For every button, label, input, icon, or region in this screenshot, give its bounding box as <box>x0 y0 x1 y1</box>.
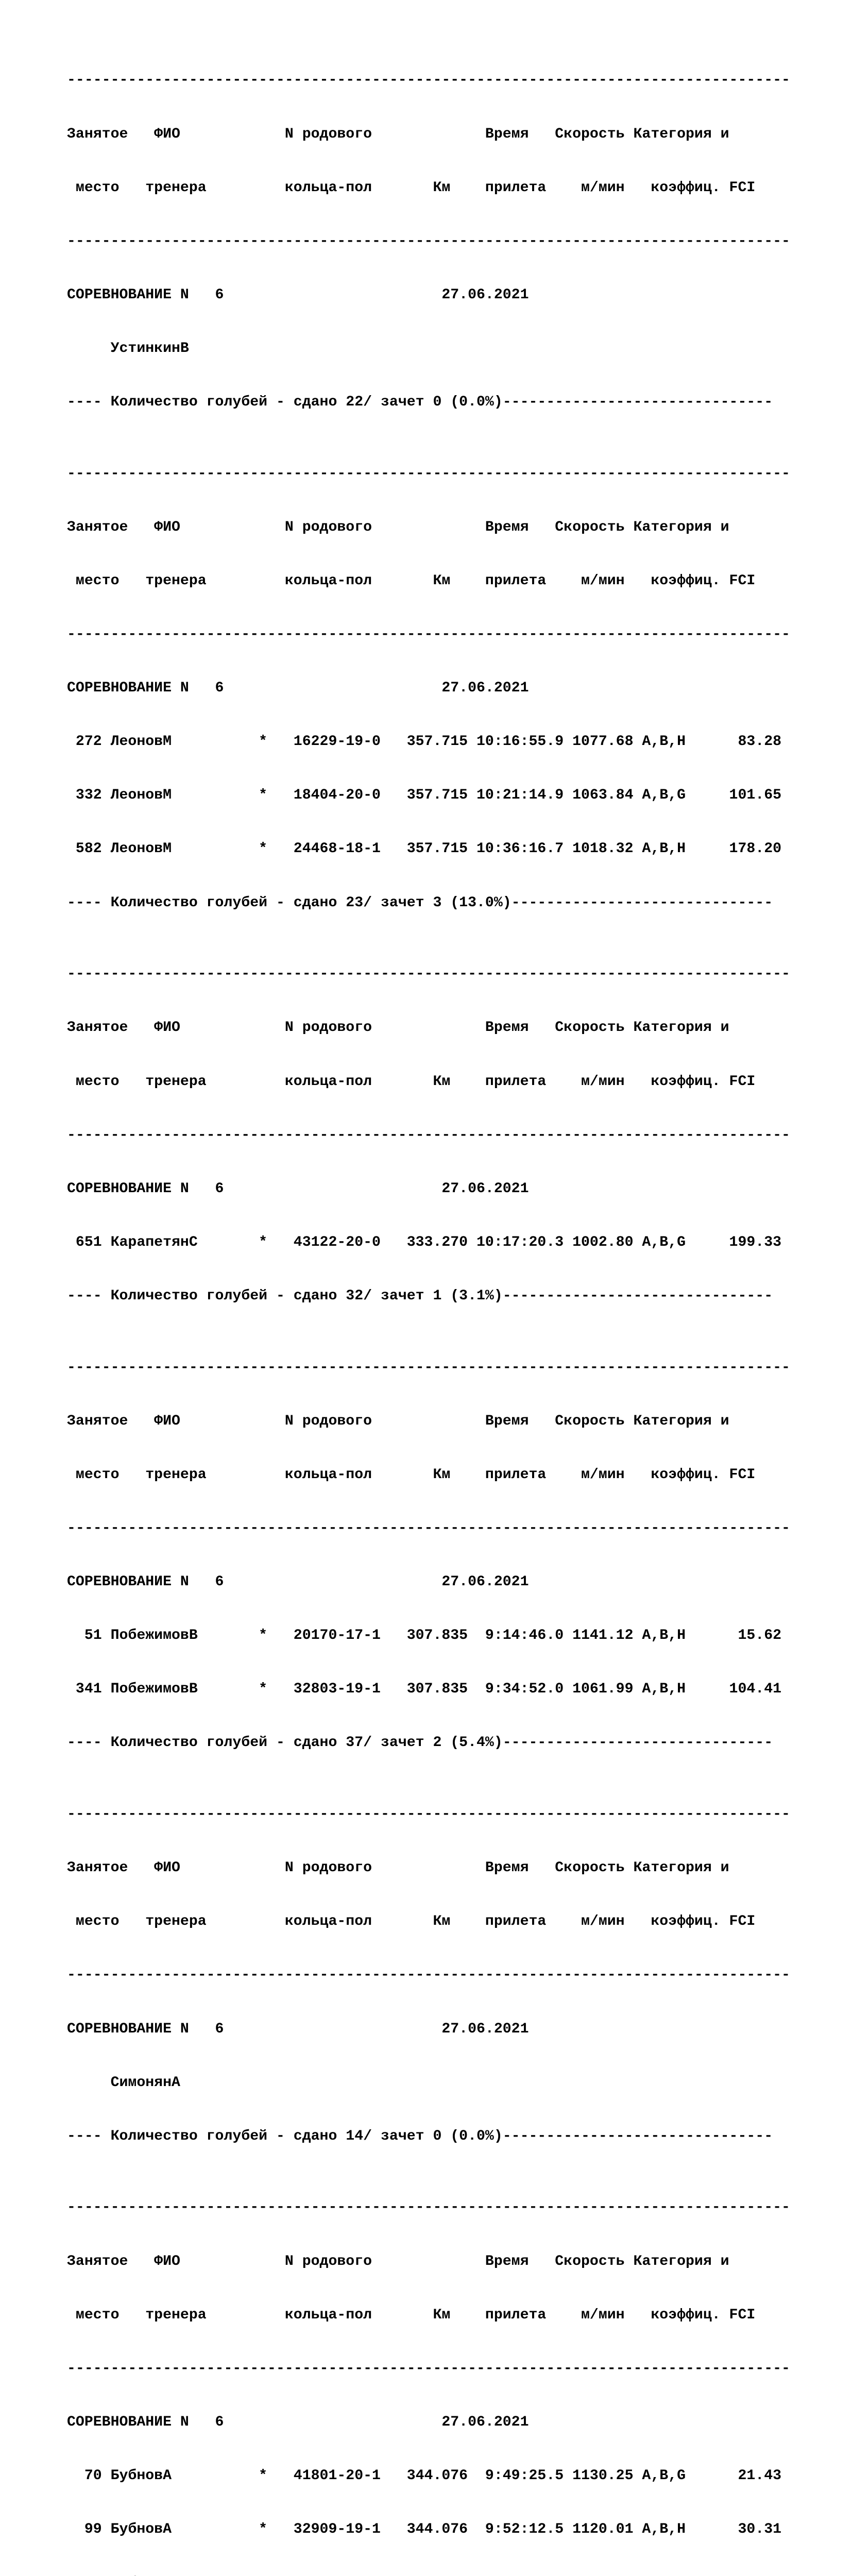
result-row: 582 ЛеоновМ * 24468-18-1 357.715 10:36:16.7 1018.32 A,B,H 178.20 <box>67 841 782 857</box>
column-header-line-2: место тренера кольца-пол Км прилета м/мин коэффиц. FCI <box>67 1913 756 1930</box>
result-row: СимонянА <box>67 2074 180 2091</box>
rule-line: ----------------------------------------------------------------------------------- <box>67 233 790 249</box>
column-header-line-1: Занятое ФИО N родового Время Скорость Категория и <box>67 126 729 142</box>
column-header-line-2: место тренера кольца-пол Км прилета м/мин коэффиц. FCI <box>67 1466 756 1483</box>
rule-line: ----------------------------------------------------------------------------------- <box>67 1806 790 1823</box>
result-row: 651 КарапетянС * 43122-20-0 333.270 10:17:20.3 1002.80 A,B,G 199.33 <box>67 1234 782 1250</box>
result-row: 51 ПобежимовВ * 20170-17-1 307.835 9:14:46.0 1141.12 A,B,H 15.62 <box>67 1628 782 1644</box>
competition-title: СОРЕВНОВАНИЕ N 6 27.06.2021 <box>67 1180 529 1197</box>
rule-line: ----------------------------------------------------------------------------------- <box>67 626 790 643</box>
competition-title: СОРЕВНОВАНИЕ N 6 27.06.2021 <box>67 2414 529 2430</box>
column-header-line-1: Занятое ФИО N родового Время Скорость Категория и <box>67 519 729 535</box>
rule-line: ----------------------------------------------------------------------------------- <box>67 2360 790 2377</box>
rule-line: ----------------------------------------------------------------------------------- <box>67 1127 790 1143</box>
column-header-line-2: место тренера кольца-пол Км прилета м/мин коэффиц. FCI <box>67 1073 756 1090</box>
rule-line: ----------------------------------------------------------------------------------- <box>67 1359 790 1376</box>
rule-line: ----------------------------------------------------------------------------------- <box>67 1967 790 1984</box>
results-report <box>67 36 790 2576</box>
block-summary: ---- Количество голубей - сдано 37/ зачет 2 (5.4%)------------------------------- <box>67 1735 773 1751</box>
competition-title: СОРЕВНОВАНИЕ N 6 27.06.2021 <box>67 286 529 303</box>
competition-title: СОРЕВНОВАНИЕ N 6 27.06.2021 <box>67 680 529 697</box>
competition-title: СОРЕВНОВАНИЕ N 6 27.06.2021 <box>67 1574 529 1590</box>
rule-line: ----------------------------------------------------------------------------------- <box>67 1520 790 1536</box>
column-header-line-1: Занятое ФИО N родового Время Скорость Категория и <box>67 1860 729 1876</box>
block-summary: ---- Количество голубей - сдано 14/ зачет 0 (0.0%)------------------------------- <box>67 2128 773 2144</box>
column-header-line-1: Занятое ФИО N родового Время Скорость Категория и <box>67 2253 729 2269</box>
rule-line: ----------------------------------------------------------------------------------- <box>67 2199 790 2216</box>
competition-title: СОРЕВНОВАНИЕ N 6 27.06.2021 <box>67 2021 529 2037</box>
column-header-line-2: место тренера кольца-пол Км прилета м/мин коэффиц. FCI <box>67 2307 756 2323</box>
column-header-line-2: место тренера кольца-пол Км прилета м/мин коэффиц. FCI <box>67 572 756 589</box>
column-header-line-1: Занятое ФИО N родового Время Скорость Категория и <box>67 1413 729 1429</box>
result-row: 272 ЛеоновМ * 16229-19-0 357.715 10:16:55.9 1077.68 A,B,H 83.28 <box>67 734 782 750</box>
result-row: 341 ПобежимовВ * 32803-19-1 307.835 9:34:52.0 1061.99 A,B,H 104.41 <box>67 1681 782 1698</box>
result-row: 99 БубновА * 32909-19-1 344.076 9:52:12.5 1120.01 A,B,H 30.31 <box>67 2521 782 2538</box>
column-header-line-2: место тренера кольца-пол Км прилета м/мин коэффиц. FCI <box>67 179 756 196</box>
column-header-line-1: Занятое ФИО N родового Время Скорость Категория и <box>67 1020 729 1036</box>
block-summary: ---- Количество голубей - сдано 23/ зачет 3 (13.0%)------------------------------ <box>67 894 773 911</box>
rule-line: ----------------------------------------------------------------------------------- <box>67 465 790 482</box>
rule-line: ----------------------------------------------------------------------------------- <box>67 72 790 89</box>
result-row: 332 ЛеоновМ * 18404-20-0 357.715 10:21:14.9 1063.84 A,B,G 101.65 <box>67 787 782 804</box>
rule-line: ----------------------------------------------------------------------------------- <box>67 966 790 982</box>
result-row: 70 БубновА * 41801-20-1 344.076 9:49:25.5 1130.25 A,B,G 21.43 <box>67 2467 782 2484</box>
block-summary: ---- Количество голубей - сдано 22/ зачет 0 (0.0%)------------------------------- <box>67 394 773 410</box>
result-row: УстинкинВ <box>67 340 189 357</box>
block-summary: ---- Количество голубей - сдано 32/ зачет 1 (3.1%)------------------------------- <box>67 1287 773 1304</box>
